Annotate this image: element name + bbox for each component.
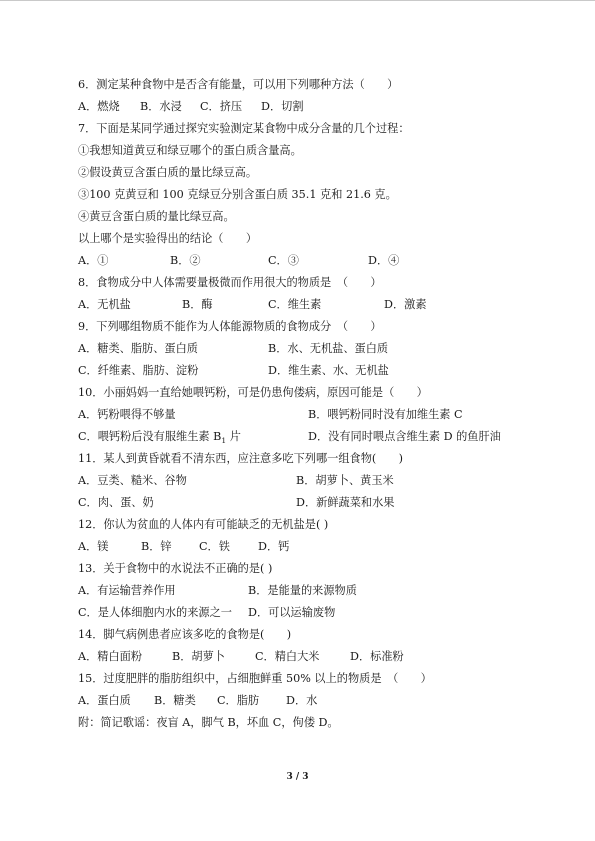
question-9-options-row-2 (78, 360, 548, 382)
mnemonic-note: 附：简记歌谣：夜盲 A，脚气 B，坏血 C，佝偻 D。 (78, 716, 339, 729)
question-7-step-4: ④黄豆含蛋白质的量比绿豆高。 (78, 210, 235, 223)
option-c (78, 426, 241, 448)
question-13-options-row-1 (78, 580, 548, 602)
question-11-options-row-1 (78, 470, 548, 492)
option-c: C．是人体细胞内水的来源之一 (78, 606, 232, 619)
option-a: A．燃烧 (78, 100, 120, 113)
subscript: 1 (221, 436, 227, 446)
option-d: D．水 (286, 694, 318, 707)
option-b: B．水浸 (140, 100, 182, 113)
question-15: 15．过度肥胖的脂肪组织中，占细胞鲜重 50% 以上的物质是 （ ） (78, 672, 432, 685)
option-d: D．激素 (384, 298, 427, 311)
option-c: C．铁 (199, 540, 230, 553)
option-b: B．是能量的来源物质 (248, 584, 357, 597)
option-b: B．酶 (182, 298, 213, 311)
question-11: 11．某人到黄昏就看不清东西，应注意多吃下列哪一组食物( ) (78, 452, 404, 465)
option-c: C．纤维素、脂肪、淀粉 (78, 364, 199, 377)
option-a: A．豆类、糙米、谷物 (78, 474, 187, 487)
question-7-step-1: ①我想知道黄豆和绿豆哪个的蛋白质含量高。 (78, 144, 302, 157)
option-c: C．维生素 (268, 298, 322, 311)
option-c: C．脂肪 (217, 694, 260, 707)
question-6-options (78, 96, 548, 118)
option-a: A．精白面粉 (78, 650, 143, 663)
option-a: A．糖类、脂肪、蛋白质 (78, 342, 198, 355)
option-c: C．肉、蛋、奶 (78, 496, 154, 509)
question-7-step-2: ②假设黄豆含蛋白质的量比绿豆高。 (78, 166, 258, 179)
option-b: B．喂钙粉同时没有加维生素 C (308, 408, 463, 421)
question-6: 6．测定某种食物中是否含有能量，可以用下列哪种方法（ ） (78, 78, 399, 91)
option-b: B．② (170, 254, 201, 267)
question-13: 13．关于食物中的水说法不正确的是( ) (78, 562, 273, 575)
option-a: A．镁 (78, 540, 109, 553)
option-c: C．挤压 (200, 100, 243, 113)
option-b: B．水、无机盐、蛋白质 (268, 342, 389, 355)
question-14-options (78, 646, 548, 668)
question-10-options-row-2 (78, 426, 548, 448)
question-7-step-3: ③100 克黄豆和 100 克绿豆分别含蛋白质 35.1 克和 21.6 克。 (78, 188, 397, 201)
question-14: 14．脚气病例患者应该多吃的食物是( ) (78, 628, 292, 641)
question-7: 7．下面是某同学通过探究实验测定某食物中成分含量的几个过程： (78, 122, 410, 135)
option-a: A．有运输营养作用 (78, 584, 176, 597)
question-10-options-row-1 (78, 404, 548, 426)
option-d: D．维生素、水、无机盐 (268, 364, 389, 377)
option-d: D．标准粉 (350, 650, 404, 663)
option-a: A．无机盐 (78, 298, 131, 311)
question-10: 10．小丽妈妈一直给她喂钙粉，可是仍患佝偻病，原因可能是（ ） (78, 386, 428, 399)
question-12: 12．你认为贫血的人体内有可能缺乏的无机盐是( ) (78, 518, 329, 531)
option-b: B．锌 (141, 540, 172, 553)
option-c-text: C．喂钙粉后没有服维生素 B (78, 430, 222, 443)
question-7-ask: 以上哪个是实验得出的结论（ ） (78, 232, 258, 245)
question-8: 8．食物成分中人体需要量极微而作用很大的物质是 （ ） (78, 276, 382, 289)
option-c: C．精白大米 (255, 650, 320, 663)
option-d: D．没有同时喂点含维生素 D 的鱼肝油 (308, 430, 501, 443)
option-b: B．糖类 (154, 694, 196, 707)
option-d: D．钙 (258, 540, 290, 553)
question-13-options-row-2 (78, 602, 548, 624)
question-11-options-row-2 (78, 492, 548, 514)
question-12-options (78, 536, 548, 558)
question-7-options (78, 250, 548, 272)
option-d: D．④ (368, 254, 400, 267)
option-b: B．胡萝卜、黄玉米 (296, 474, 394, 487)
option-b: B．胡萝卜 (172, 650, 225, 663)
option-d: D．可以运输废物 (248, 606, 336, 619)
option-c-tail: 片 (226, 430, 241, 443)
question-8-options (78, 294, 548, 316)
option-c: C．③ (268, 254, 299, 267)
question-sheet (78, 74, 548, 734)
question-15-options (78, 690, 548, 712)
option-d: D．切割 (261, 100, 304, 113)
option-a: A．蛋白质 (78, 694, 131, 707)
option-a: A．钙粉喂得不够量 (78, 408, 176, 421)
page-number: 3 / 3 (286, 772, 309, 782)
question-9-options-row-1 (78, 338, 548, 360)
page-top-rule (0, 0, 595, 1)
option-d: D．新鲜蔬菜和水果 (296, 496, 395, 509)
option-a: A．① (78, 254, 109, 267)
question-9: 9．下列哪组物质不能作为人体能源物质的食物成分 （ ） (78, 320, 382, 333)
